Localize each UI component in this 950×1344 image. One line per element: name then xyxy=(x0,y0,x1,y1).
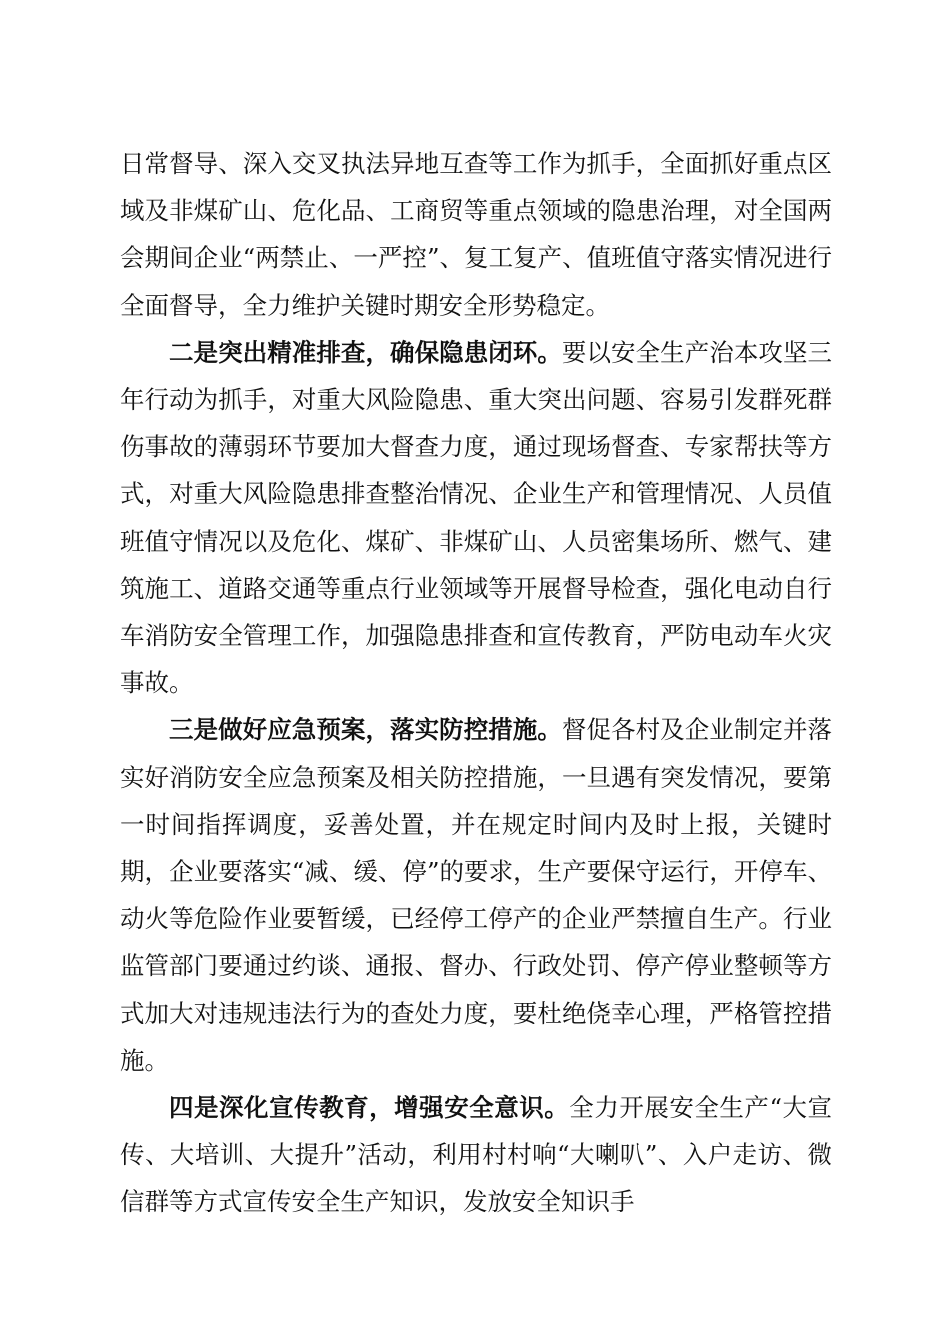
paragraph-lead: 二是突出精准排查，确保隐患闭环。 xyxy=(169,337,562,367)
paragraph-text: 日常督导、深入交叉执法异地互查等工作为抓手，全面抓好重点区域及非煤矿山、危化品、工商贸等重点领域的隐患治理，对全国两会期间企业“两禁止、一严控”、复工复产、值班值守落实情况进行全面督导，全力维护关键时期安全形势稳定。 xyxy=(120,149,832,320)
document-body xyxy=(120,140,832,1226)
paragraph-text: 要以安全生产治本攻坚三年行动为抓手，对重大风险隐患、重大突出问题、容易引发群死群伤事故的薄弱环节要加大督查力度，通过现场督查、专家帮扶等方式，对重大风险隐患排查整治情况、企业生产和管理情况、人员值班值守情况以及危化、煤矿、非煤矿山、人员密集场所、燃气、建筑施工、道路交通等重点行业领域等开展督导检查，强化电动自行车消防安全管理工作，加强隐患排查和宣传教育，严防电动车火灾事故。 xyxy=(120,337,832,698)
paragraph-emergency-plan xyxy=(120,706,832,1084)
paragraph-continued xyxy=(120,140,832,329)
paragraph-text: 督促各村及企业制定并落实好消防安全应急预案及相关防控措施，一旦遇有突发情况，要第一时间指挥调度，妥善处置，并在规定时间内及时上报，关键时期，企业要落实“减、缓、停”的要求，生产要保守运行，开停车、动火等危险作业要暂缓，已经停工停产的企业严禁擅自生产。行业监管部门要通过约谈、通报、督办、行政处罚、停产停业整顿等方式加大对违规违法行为的查处力度，要杜绝侥幸心理，严格管控措施。 xyxy=(120,715,832,1075)
paragraph-lead: 四是深化宣传教育，增强安全意识。 xyxy=(169,1093,570,1123)
paragraph-text: 全力开展安全生产“大宣传、大培训、大提升”活动，利用村村响“大喇叭”、入户走访、微信群等方式宣传安全生产知识，发放安全知识手 xyxy=(120,1093,833,1217)
paragraph-lead: 三是做好应急预案，落实防控措施。 xyxy=(169,715,562,745)
paragraph-publicity-education xyxy=(120,1084,832,1226)
paragraph-precise-inspection xyxy=(120,329,832,707)
